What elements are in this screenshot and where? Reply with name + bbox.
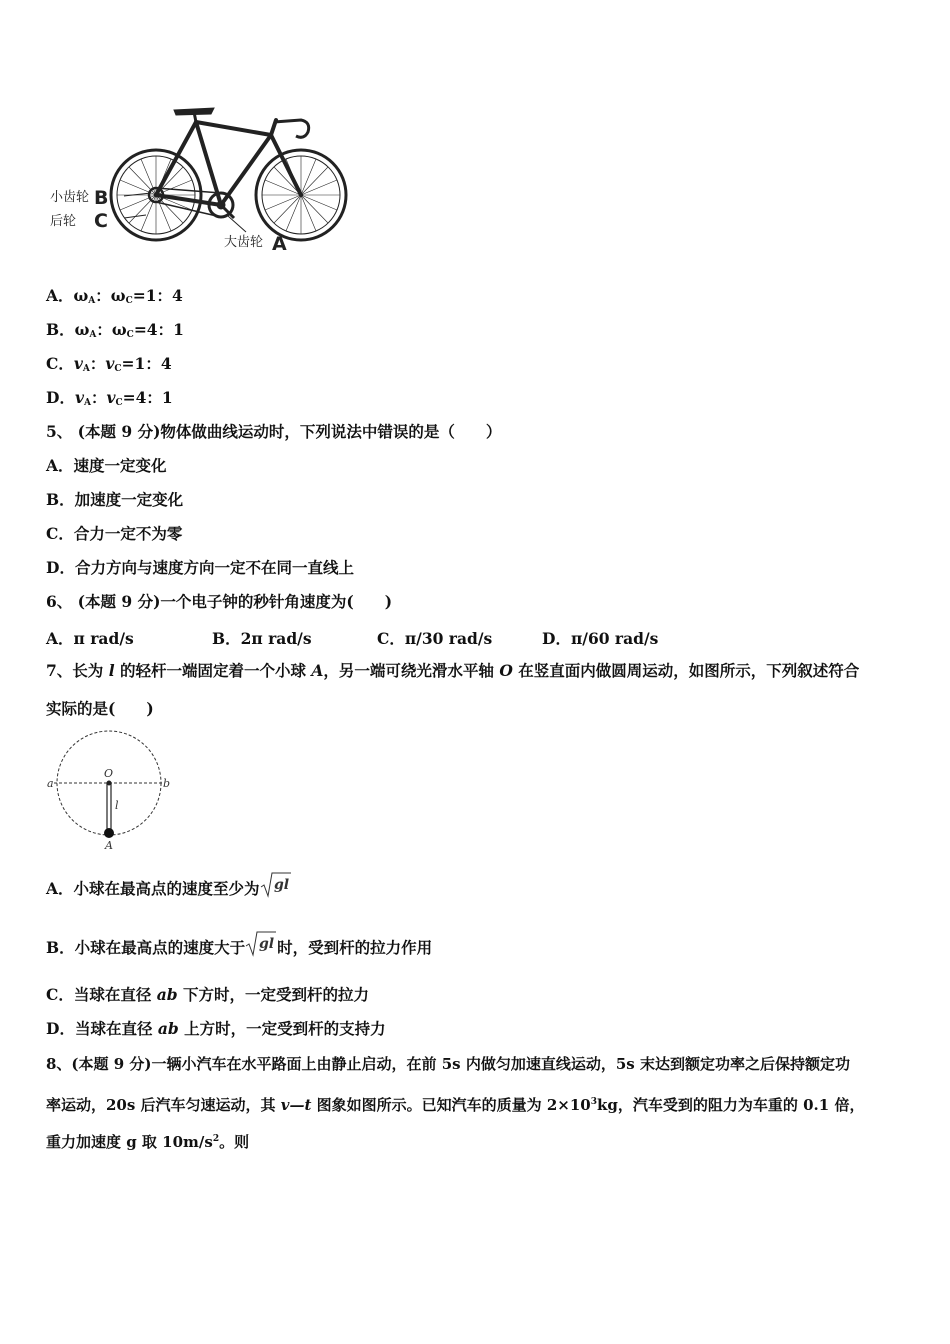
q7-option-d: D．当球在直径 ab 上方时，一定受到杆的支持力 bbox=[46, 1019, 386, 1038]
q7-option-a: A．小球在最高点的速度至少为 gl bbox=[46, 879, 292, 899]
q6-stem: 6、 (本题 9 分)一个电子钟的秒针角速度为( ) bbox=[46, 592, 393, 611]
q8-stem-line3: 重力加速度 g 取 $10m/s^2$。则 bbox=[46, 1133, 250, 1151]
q4-option-c: C．$v_A$：$v_C=1$：4 bbox=[46, 354, 172, 374]
label-small-gear-letter: B bbox=[94, 187, 109, 209]
sqrt-gl-icon bbox=[260, 870, 292, 898]
fig-label-l: l bbox=[115, 799, 119, 812]
q7-option-c: C．当球在直径 ab 下方时，一定受到杆的拉力 bbox=[46, 985, 370, 1004]
q5-option-b: B．加速度一定变化 bbox=[46, 490, 184, 509]
bicycle-figure bbox=[46, 100, 356, 260]
label-big-gear-letter: A bbox=[272, 233, 287, 255]
label-big-gear: 大齿轮 bbox=[224, 235, 264, 250]
q5-option-a: A．速度一定变化 bbox=[46, 456, 167, 475]
q6-option-d: D．π/60 rad/s bbox=[542, 629, 659, 648]
q4-option-a: A．$\omega_A$：$\omega_C=1$：4 bbox=[46, 286, 183, 306]
q6-option-c: C．π/30 rad/s bbox=[377, 629, 493, 648]
q7-stem-line1: 7、长为 l 的轻杆一端固定着一个小球 A，另一端可绕光滑水平轴 O 在竖直面内做圆周运动，如图所示，下列叙述符合 bbox=[46, 661, 860, 680]
q5-option-d: D．合力方向与速度方向一定不在同一直线上 bbox=[46, 558, 354, 577]
q6-option-a: A．π rad/s bbox=[46, 629, 134, 648]
fig-label-b: b bbox=[163, 777, 171, 790]
svg-text:gl: gl bbox=[259, 936, 275, 952]
label-rear-wheel-letter: C bbox=[94, 210, 108, 232]
fig-label-O: O bbox=[104, 767, 114, 780]
label-rear-wheel: 后轮 bbox=[50, 214, 77, 229]
label-small-gear: 小齿轮 bbox=[50, 190, 90, 205]
fig-label-A: A bbox=[105, 839, 113, 852]
q4-option-b: B．$\omega_A$：$\omega_C=4$：1 bbox=[46, 320, 184, 340]
q8-stem-line1: 8、(本题 9 分)一辆小汽车在水平路面上由静止启动，在前 5s 内做匀加速直线运动，5s 末达到额定功率之后保持额定功 bbox=[46, 1055, 850, 1073]
fig-label-a: a bbox=[47, 777, 54, 790]
q8-stem-line2: 率运动，20s 后汽车匀速运动，其 v—t 图象如图所示。已知汽车的质量为 $2\times 10^3kg$，汽车受到的阻力为车重的 0.1 倍， bbox=[46, 1096, 865, 1114]
q6-option-b: B．2π rad/s bbox=[212, 629, 312, 648]
circle-motion-figure bbox=[44, 730, 174, 855]
q4-option-d: D．$v_A$：$v_C=4$：1 bbox=[46, 388, 173, 408]
q7-option-b: B．小球在最高点的速度大于 gl 时，受到杆的拉力作用 bbox=[46, 938, 432, 958]
svg-text:gl: gl bbox=[273, 877, 289, 893]
q5-option-c: C．合力一定不为零 bbox=[46, 524, 183, 543]
q7-stem-line2: 实际的是( ) bbox=[46, 699, 154, 718]
sqrt-gl-icon bbox=[245, 929, 277, 957]
q5-stem: 5、 (本题 9 分)物体做曲线运动时，下列说法中错误的是（ ） bbox=[46, 422, 502, 441]
